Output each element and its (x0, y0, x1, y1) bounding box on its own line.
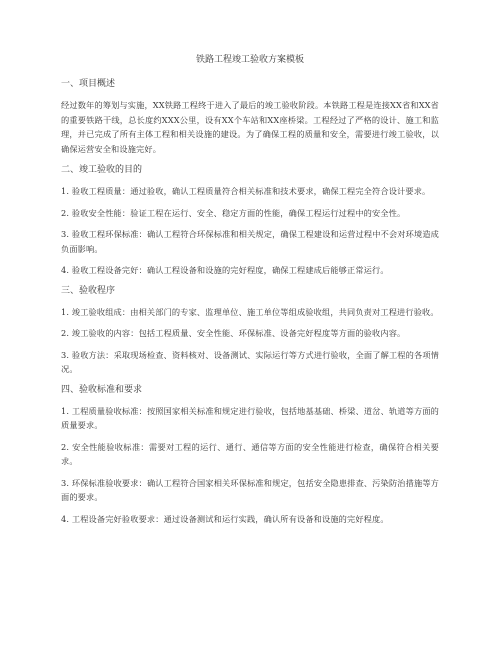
section-heading: 二、竣工验收的目的 (61, 165, 143, 175)
list-item: 2. 安全性能验收标准：需要对工程的运行、通行、通信等方面的安全性能进行检查，确保符合相关要求。 (61, 441, 439, 466)
section-overview (61, 78, 439, 156)
section-standards (61, 384, 439, 527)
list-item: 4. 工程设备完好验收要求：通过设备测试和运行实践，确认所有设备和设施的完好程度。 (61, 513, 389, 524)
list-item: 2. 验收安全性能：验证工程在运行、安全、稳定方面的性能，确保工程运行过程中的安全性。 (61, 207, 406, 218)
list-item: 3. 验收工程环保标准：确认工程符合环保标准和相关规定，确保工程建设和运营过程中不会对环境造成负面影响。 (61, 229, 439, 254)
section-procedure (61, 285, 439, 377)
document-page (61, 54, 439, 533)
paragraph: 经过数年的筹划与实施，XX铁路工程终于进入了最后的竣工验收阶段。本铁路工程是连接XX省和XX省的重要铁路干线，总长度约XXX公里，设有XX个车站和XX座桥梁。工程经过了严格的设计、施工和监理，并已完成了所有主体工程和相关设施的建设。为了确保工程的质量和安全，需要进行竣工验收，以确保运营安全和设施完好。 (61, 100, 439, 154)
section-heading: 三、验收程序 (61, 285, 116, 296)
list-item: 4. 验收工程设备完好：确认工程设备和设施的完好程度，确保工程建成后能够正常运行。 (61, 265, 389, 275)
list-item: 3. 验收方法：采取现场检查、资料核对、设备测试、实际运行等方式进行验收，全面了解工程的各项情况。 (61, 349, 439, 374)
section-purpose (61, 164, 439, 278)
list-item: 1. 验收工程质量：通过验收，确认工程质量符合相关标准和技术要求，确保工程完全符合设计要求。 (61, 186, 431, 196)
section-heading: 一、项目概述 (61, 79, 116, 89)
list-item: 2. 竣工验收的内容：包括工程质量、安全性能、环保标准、设备完好程度等方面的验收内容。 (61, 328, 406, 338)
list-item: 1. 竣工验收组成：由相关部门的专家、监理单位、施工单位等组成验收组，共同负责对工程进行验收。 (61, 306, 439, 317)
list-item: 1. 工程质量验收标准：按照国家相关标准和规定进行验收，包括地基基础、桥梁、道岔、轨道等方面的质量要求。 (61, 405, 439, 430)
list-item: 3. 环保标准验收要求：确认工程符合国家相关环保标准和规定，包括安全隐患排查、污染防治措施等方面的要求。 (61, 477, 439, 502)
document-title: 铁路工程竣工验收方案模板 (195, 55, 304, 65)
section-heading: 四、验收标准和要求 (61, 384, 143, 395)
